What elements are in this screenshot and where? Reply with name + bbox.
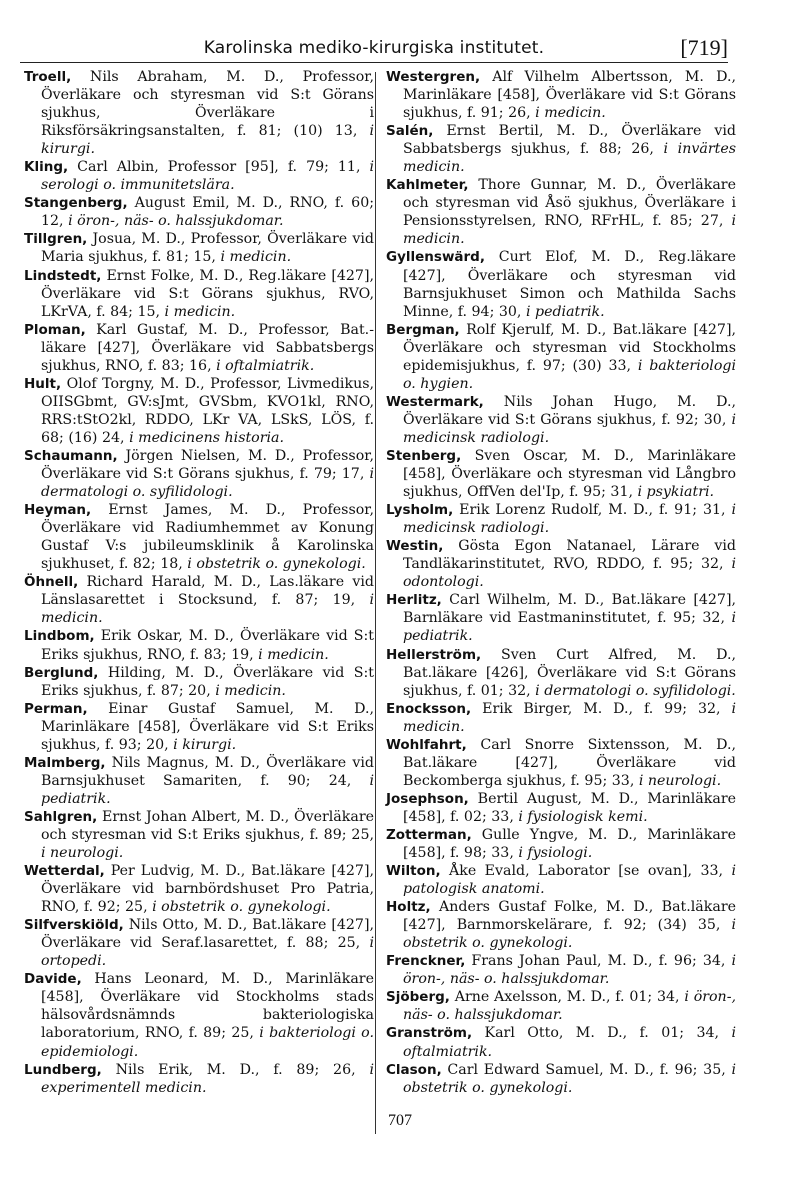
entry — [386, 988, 736, 1024]
entry-specialty: i medicin. — [220, 249, 292, 266]
entry-specialty: i öron-, näs- o. halssjukdomar. — [403, 989, 736, 1024]
entry-specialty: i kirurgi. — [41, 123, 374, 158]
entry-details: Carl Edward Samuel, M. D., f. 96; 35, — [441, 1061, 732, 1078]
entry — [386, 447, 736, 501]
entry-name: Westergren, — [386, 69, 481, 85]
entry-specialty: i öron-, näs- o. halssjukdomar. — [68, 213, 284, 230]
entry-details: Ernst Johan Albert, M. D., Överläkare och styresman vid S:t Eriks sjukhus, f. 89; 25, — [41, 808, 374, 843]
entry-name: Frenckner, — [386, 953, 466, 970]
entry — [386, 790, 736, 826]
entry-specialty: i pediatrik. — [525, 303, 605, 320]
entry-specialty: i invärtes medicin. — [403, 141, 736, 176]
entry-specialty: i medicin. — [215, 682, 286, 699]
entry-name: Josephson, — [386, 790, 469, 807]
entry — [24, 230, 374, 266]
entry-name: Öhnell, — [24, 574, 79, 591]
entry-details: Per Ludvig, M. D., Bat.läkare [427], Överläkare vid barnbördshuset Pro Patria, RNO, f. 92; 25, — [41, 863, 374, 916]
entry — [386, 1061, 736, 1097]
entry-name: Heyman, — [24, 502, 92, 519]
entry-details: Ernst Folke, M. D., Reg.läkare [427], Överläkare vid S:t Görans sjukhus, RVO, LKrVA, f. 84; 15, — [41, 267, 374, 320]
entry-name: Zotterman, — [386, 826, 472, 843]
entry — [386, 68, 736, 122]
entry-details: Karl Gustaf, M. D., Professor, Bat.-läkare [427], Överläkare vid Sabbatsbergs sjukhus, RNO, f. 83; 16, — [41, 321, 374, 374]
entry-details: Gulle Yngve, M. D., Marinläkare [458], f. 98; 33, — [403, 826, 736, 862]
entry-specialty: i neurologi. — [638, 772, 722, 789]
entry-name: Davide, — [24, 971, 82, 988]
entry-details: Jörgen Nielsen, M. D., Professor, Överläkare vid S:t Görans sjukhus, f. 79; 17, — [41, 447, 374, 483]
entry-specialty: i medicin. — [164, 303, 236, 320]
entry-name: Lindbom, — [24, 628, 95, 645]
entry-details: Alf Vilhelm Albertsson, M. D., Marinläkare [458], Överläkare vid S:t Görans sjukhus, f. 91; 26, — [403, 69, 736, 122]
entry — [386, 122, 736, 176]
entry-specialty: i pediatrik. — [403, 610, 736, 645]
entry-details: Josua, M. D., Professor, Överläkare vid Maria sjukhus, f. 81; 15, — [41, 231, 374, 266]
page-header — [20, 35, 728, 63]
entry-specialty: i psykiatri. — [637, 484, 715, 501]
entry — [24, 700, 374, 754]
entry — [24, 862, 374, 916]
entry-details: Thore Gunnar, M. D., Överläkare och styresman vid Åsö sjukhus, Överläkare i Pensionsstyrelsen, RNO, RFrHL, f. 85; 27, — [403, 177, 736, 230]
entry-details: Richard Harald, M. D., Las.läkare vid Länslasarettet i Stocksund, f. 87; 19, — [41, 574, 374, 609]
entry-specialty: i oftalmiatrik. — [403, 1025, 736, 1060]
entry-specialty: i neurologi. — [41, 845, 124, 862]
entry-details: Karl Otto, M. D., f. 01; 34, — [472, 1025, 732, 1042]
entry-name: Tillgren, — [24, 231, 88, 248]
entry-name: Lundberg, — [24, 1061, 102, 1078]
entry-name: Silfverskiöld, — [24, 917, 124, 934]
entry-specialty: i patologisk anatomi. — [403, 863, 736, 898]
entry — [24, 916, 374, 970]
entry-name: Berglund, — [24, 664, 99, 681]
entry — [386, 826, 736, 862]
entry-details: Nils Otto, M. D., Bat.läkare [427], Överläkare vid Seraf.lasarettet, f. 88; 25, — [41, 917, 374, 952]
entry-name: Troell, — [24, 69, 72, 85]
entry-details: Nils Erik, M. D., f. 89; 26, — [101, 1061, 370, 1078]
entry-name: Wetterdal, — [24, 863, 105, 880]
entry-name: Holtz, — [386, 899, 431, 916]
entry-details: Åke Evald, Laborator [se ovan], 33, — [440, 863, 732, 880]
entry — [386, 176, 736, 248]
entry — [386, 321, 736, 393]
entry-specialty: i medicinsk radiologi. — [403, 411, 736, 446]
entry-details: Nils Abraham, M. D., Professor, Överläkare och styresman vid S:t Görans sjukhus, Överläkare i Riksförsäkringsanstalten, f. 81; (10) 13, — [41, 69, 374, 140]
entry-details: Rolf Kjerulf, M. D., Bat.läkare [427], Överläkare och styresman vid Stockholms epidemisjukhus, f. 97; (30) 33, — [403, 321, 736, 374]
entry-name: Granström, — [386, 1025, 473, 1042]
entry-name: Perman, — [24, 700, 88, 717]
entry-details: Erik Lorenz Rudolf, M. D., f. 91; 31, — [453, 502, 732, 519]
entry — [24, 664, 374, 700]
entry — [386, 537, 736, 591]
entry-specialty: i medicin. — [403, 213, 736, 248]
page-title: Karolinska mediko-kirurgiska institutet. — [203, 38, 545, 58]
entry — [24, 754, 374, 808]
entry — [24, 68, 374, 158]
entry — [24, 447, 374, 501]
entry — [386, 501, 736, 537]
entry — [386, 393, 736, 447]
entry-specialty: i ortopedi. — [41, 935, 374, 970]
entry-name: Kling, — [24, 159, 69, 176]
entry-name: Hult, — [24, 375, 62, 392]
entry-specialty: i oftalmiatrik. — [216, 357, 315, 374]
entry-name: Hellerström, — [386, 646, 482, 663]
entry — [24, 267, 374, 321]
entry-name: Westermark, — [386, 393, 484, 410]
entry-details: Anders Gustaf Folke, M. D., Bat.läkare [427], Barnmorskelärare, f. 92; (34) 35, — [403, 899, 736, 934]
entry-name: Clason, — [386, 1061, 442, 1078]
entry-specialty: i serologi o. immunitetslära. — [41, 159, 374, 194]
entry-specialty: i obstetrik o. gynekologi. — [187, 556, 366, 573]
entry-specialty: i fysiologisk kemi. — [518, 808, 648, 825]
entry — [386, 736, 736, 790]
entry-name: Wilton, — [386, 863, 441, 880]
entry-details: Nils Magnus, M. D., Överläkare vid Barnsjukhuset Samariten, f. 90; 24, — [41, 754, 374, 789]
entry-details: Carl Snorre Sixtensson, M. D., Bat.läkare [427], Överläkare vid Beckomberga sjukhus, f. 95; 33, — [403, 736, 736, 789]
entry — [24, 627, 374, 663]
entry — [24, 501, 374, 573]
entry-name: Enocksson, — [386, 700, 472, 717]
entry — [386, 646, 736, 700]
entry-details: Hilding, M. D., Överläkare vid S:t Eriks sjukhus, f. 87; 20, — [41, 664, 374, 699]
entry — [24, 158, 374, 194]
entry-details: Bertil August, M. D., Marinläkare [458], f. 02; 33, — [403, 790, 736, 825]
entry-details: Olof Torgny, M. D., Professor, Livmedikus, OIISGbmt, GV:sJmt, GVSbm, KVO1kl, RNO, RRS:tStO2kl, RDDO, LKr VA, LSkS, LÖS, f. 68; (16) 24, — [41, 375, 374, 446]
right-column — [386, 68, 736, 1097]
entry-specialty: i medicinens historia. — [129, 429, 285, 446]
left-column — [24, 68, 374, 1097]
entry-details: August Emil, M. D., RNO, f. 60; 12, — [41, 195, 374, 230]
entry-details: Curt Elof, M. D., Reg.läkare [427], Överläkare och styresman vid Barnsjukhuset Simon och Mathilda Sachs Minne, f. 94; 30, — [403, 249, 736, 320]
entry-details: Erik Birger, M. D., f. 99; 32, — [471, 700, 732, 717]
entry-specialty: i odontologi. — [403, 556, 736, 591]
entry-specialty: i medicinsk radiologi. — [403, 502, 736, 537]
entry-name: Salén, — [386, 123, 434, 140]
entry-details: Ernst Bertil, M. D., Överläkare vid Sabbatsbergs sjukhus, f. 88; 26, — [403, 123, 736, 158]
entry-specialty: i öron-, näs- o. halssjukdomar. — [403, 953, 736, 988]
entry-details: Nils Johan Hugo, M. D., Överläkare vid S:t Görans sjukhus, f. 92; 30, — [403, 393, 736, 428]
entry-name: Bergman, — [386, 321, 460, 338]
entry — [386, 862, 736, 898]
entry-name: Sjöberg, — [386, 989, 450, 1006]
entry-name: Stenberg, — [386, 447, 462, 464]
entry — [24, 194, 374, 230]
entry-name: Herlitz, — [386, 592, 442, 609]
entry-name: Lysholm, — [386, 502, 454, 519]
entry-details: Ernst James, M. D., Professor, Överläkare vid Radiumhemmet av Konung Gustaf V:s jubileumsklinik å Karolinska sjukhuset, f. 82; 18, — [41, 502, 374, 573]
entry — [24, 573, 374, 627]
entry-name: Westin, — [386, 538, 444, 555]
entry-name: Malmberg, — [24, 754, 106, 771]
entry-specialty: i medicin. — [403, 700, 736, 735]
entry-specialty: i medicin. — [535, 105, 606, 122]
entry-name: Stangenberg, — [24, 195, 128, 212]
entry — [386, 591, 736, 645]
entry-specialty: i dermatologi o. syfilidologi. — [535, 682, 736, 699]
entry — [24, 808, 374, 862]
entry-specialty: i dermatologi o. syfilidologi. — [41, 466, 374, 501]
entry-details: Sven Curt Alfred, M. D., Bat.läkare [426], Överläkare vid S:t Görans sjukhus, f. 01; 32, — [403, 646, 736, 699]
entry-details: Erik Oskar, M. D., Överläkare vid S:t Eriks sjukhus, RNO, f. 83; 19, — [41, 628, 374, 663]
entry — [24, 375, 374, 447]
entry-specialty: i kirurgi. — [173, 736, 237, 753]
entry-name: Schaumann, — [24, 447, 118, 464]
entry-name: Sahlgren, — [24, 808, 98, 825]
entry-details: Hans Leonard, M. D., Marinläkare [458], Överläkare vid Stockholms stads hälsovårdsnämnds bakteriologiska laboratorium, RNO, f. 89; 25, — [41, 971, 374, 1042]
entry — [24, 970, 374, 1060]
entry — [386, 700, 736, 736]
entry-details: Carl Albin, Professor [95], f. 79; 11, — [68, 159, 370, 176]
entry-specialty: i bakteriologi o. hygien. — [403, 357, 736, 392]
entry-name: Wohlfahrt, — [386, 736, 467, 753]
entry — [386, 898, 736, 952]
entry — [24, 321, 374, 375]
entry-details: Sven Oscar, M. D., Marinläkare [458], Överläkare och styresman vid Långbro sjukhus, OffVen del'Ip, f. 95; 31, — [403, 447, 736, 501]
entry — [386, 248, 736, 320]
entry-details: Carl Wilhelm, M. D., Bat.läkare [427], Barnläkare vid Eastmaninstitutet, f. 95; 32, — [403, 592, 736, 627]
entry — [386, 952, 736, 988]
entry-specialty: i obstetrik o. gynekologi. — [152, 899, 331, 916]
entry-name: Lindstedt, — [24, 267, 102, 284]
entries-columns — [0, 68, 800, 1138]
entry-specialty: i bakteriologi o. epidemiologi. — [41, 1025, 374, 1060]
entry-name: Gyllenswärd, — [386, 249, 485, 266]
footer-page-number: 707 — [388, 1112, 412, 1129]
entry-specialty: i obstetrik o. gynekologi. — [403, 917, 736, 952]
entry-specialty: i obstetrik o. gynekologi. — [403, 1061, 736, 1096]
entry-specialty: i medicin. — [258, 646, 329, 663]
entry-details: Arne Axelsson, M. D., f. 01; 34, — [449, 989, 685, 1006]
entry-specialty: i fysiologi. — [518, 845, 593, 862]
entry-specialty: i experimentell medicin. — [41, 1061, 374, 1096]
entry-details: Gösta Egon Natanael, Lärare vid Tandläkarinstitutet, RVO, RDDO, f. 95; 32, — [403, 538, 736, 573]
entry — [386, 1024, 736, 1060]
header-page-number: [719] — [680, 35, 728, 60]
entry-specialty: i medicin. — [41, 592, 374, 627]
entry-name: Kahlmeter, — [386, 177, 469, 194]
entry — [24, 1061, 374, 1097]
entry-details: Einar Gustaf Samuel, M. D., Marinläkare [458], Överläkare vid S:t Eriks sjukhus, f. 93; 20, — [41, 700, 374, 753]
entry-details: Frans Johan Paul, M. D., f. 96; 34, — [465, 953, 732, 970]
entry-name: Ploman, — [24, 321, 86, 338]
entry-specialty: i pediatrik. — [41, 772, 374, 807]
